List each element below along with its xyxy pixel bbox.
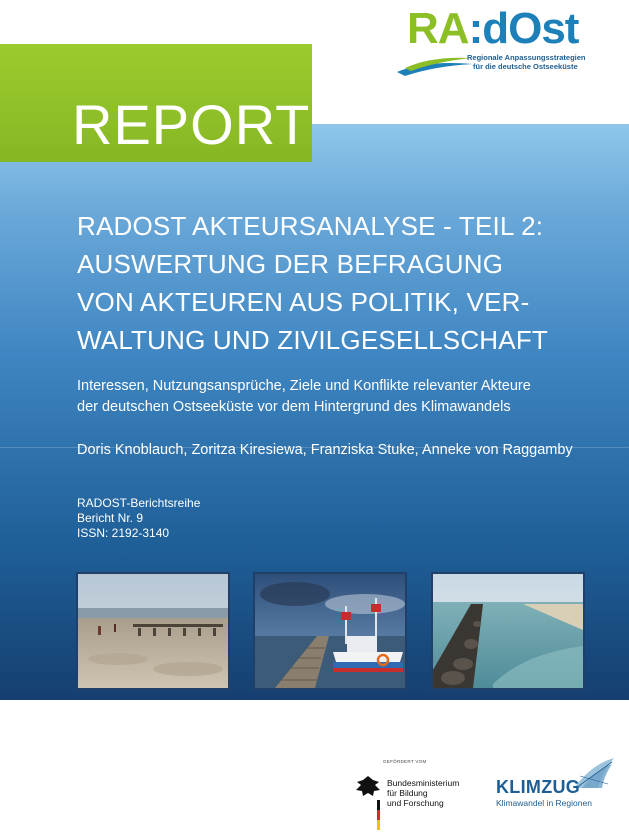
subtitle-line: Interessen, Nutzungsansprüche, Ziele und Konflikte relevanter Akteure xyxy=(77,378,531,394)
bmbf-name xyxy=(387,778,459,808)
klimzug-name: KLIMZUG xyxy=(496,777,581,797)
authors: Doris Knoblauch, Zoritza Kiresiewa, Franziska Stuke, Anneke von Raggamby xyxy=(77,442,573,458)
document-title xyxy=(77,207,617,359)
series-name: RADOST-Berichtsreihe xyxy=(77,496,201,510)
series-info xyxy=(77,496,200,541)
funded-by-label: GEFÖRDERT VOM xyxy=(383,759,427,764)
title-line: RADOST AKTEURSANALYSE - TEIL 2: xyxy=(77,211,544,241)
beach-photo xyxy=(76,572,230,690)
document-subtitle xyxy=(77,376,617,418)
klimzug-tagline: Klimawandel in Regionen xyxy=(496,798,592,808)
logo-tagline xyxy=(467,53,586,71)
title-line: AUSWERTUNG DER BEFRAGUNG xyxy=(77,249,504,279)
title-line: VON AKTEUREN AUS POLITIK, VER- xyxy=(77,287,530,317)
bmbf-line: Bundesministerium xyxy=(387,778,460,788)
logo-tagline-line2: für die deutsche Ostseeküste xyxy=(473,62,578,71)
federal-eagle-icon xyxy=(353,770,383,830)
issn: ISSN: 2192-3140 xyxy=(77,526,170,540)
bmbf-line: und Forschung xyxy=(387,798,444,808)
logo-colon: : xyxy=(468,4,483,53)
radost-logo xyxy=(395,6,615,76)
logo-ra: RA xyxy=(407,4,469,53)
bmbf-logo xyxy=(353,770,473,830)
logo-dost: dOst xyxy=(482,4,579,53)
logo-wave-icon xyxy=(395,52,475,76)
harbor-boats-photo xyxy=(253,572,407,690)
coastal-groyne-photo xyxy=(431,572,585,690)
radost-logo-wordmark xyxy=(407,4,578,54)
report-label: REPORT xyxy=(72,93,311,156)
logo-tagline-line1: Regionale Anpassungsstrategien xyxy=(467,53,586,62)
klimzug-logo xyxy=(494,758,619,828)
subtitle-line: der deutschen Ostseeküste vor dem Hintergrund des Klimawandels xyxy=(77,399,511,415)
title-line: WALTUNG UND ZIVILGESELLSCHAFT xyxy=(77,325,548,355)
report-number: Bericht Nr. 9 xyxy=(77,511,144,525)
bmbf-line: für Bildung xyxy=(387,788,428,798)
